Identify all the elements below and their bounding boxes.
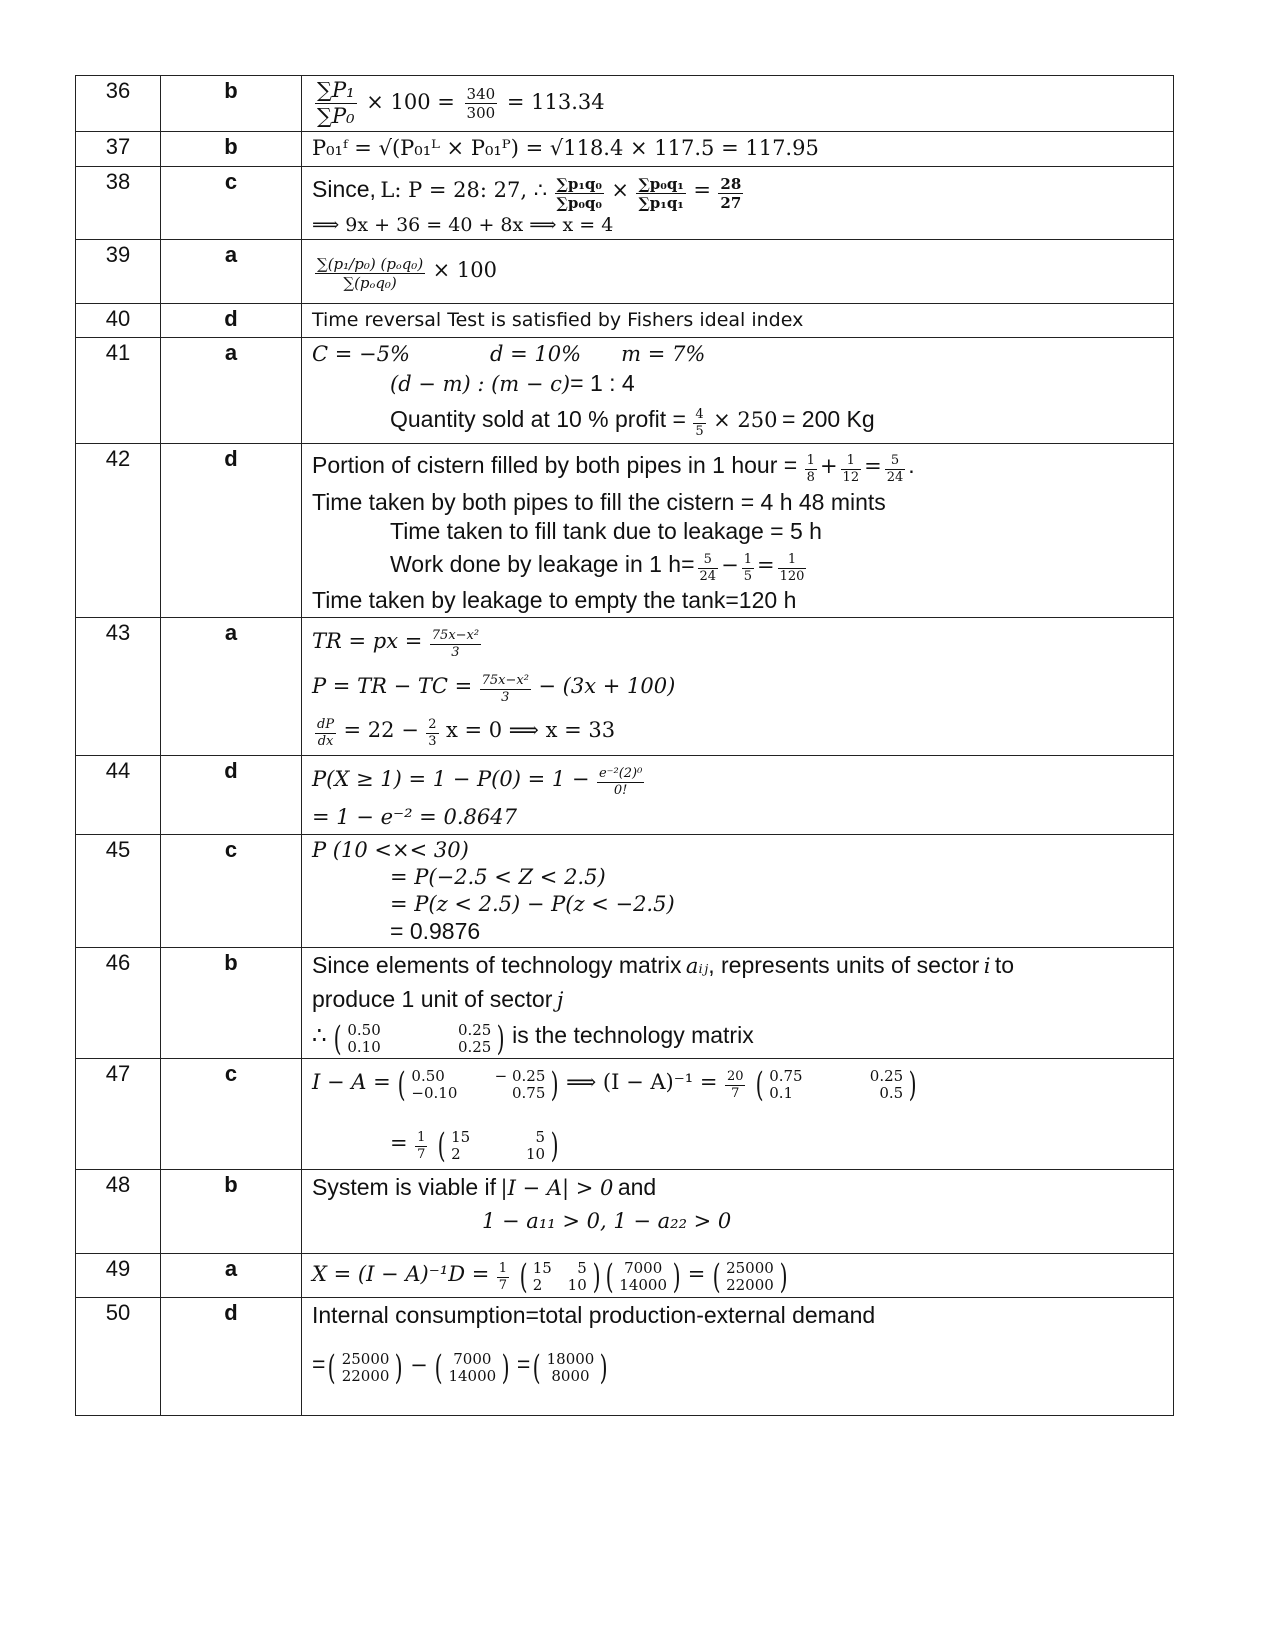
- question-number: 37: [76, 132, 161, 167]
- solution-cell: P(X ≥ 1) = 1 − P(0) = 1 − $\frac{\text{e⁻²(2)⁰}}{0!}$ = 1 − e⁻² = 0.8647: [302, 756, 1174, 835]
- question-number: 38: [76, 167, 161, 240]
- question-number: 40: [76, 304, 161, 338]
- question-number: 39: [76, 240, 161, 304]
- answer-option: a: [161, 240, 302, 304]
- solution-cell: Time reversal Test is satisfied by Fishers ideal index: [302, 304, 1174, 338]
- table-row: [76, 444, 1174, 618]
- solution-cell: System is viable if |I − A| > 0 and 1 − a₁₁ > 0, 1 − a₂₂ > 0: [302, 1170, 1174, 1254]
- answer-option: d: [161, 756, 302, 835]
- answer-option: b: [161, 76, 302, 132]
- question-number: 47: [76, 1059, 161, 1170]
- question-number: 42: [76, 444, 161, 618]
- answer-key-table: [75, 75, 1174, 1416]
- answer-option: b: [161, 1170, 302, 1254]
- table-row: [76, 1170, 1174, 1254]
- answer-option: c: [161, 167, 302, 240]
- table-row: [76, 756, 1174, 835]
- question-number: 48: [76, 1170, 161, 1254]
- solution-cell: $\frac{\text{∑P₁}}{\text{∑P₀}}$ × 100 = $\frac{340}{300}$ = 113.34: [302, 76, 1174, 132]
- question-number: 45: [76, 835, 161, 948]
- question-number: 46: [76, 948, 161, 1059]
- answer-option: d: [161, 444, 302, 618]
- solution-cell: Since elements of technology matrix aᵢⱼ, represents units of sector i to produce 1 unit of sector j ∴ ( 0.50 0.25 0.10 0.25 ) is the technology matrix: [302, 948, 1174, 1059]
- question-number: 44: [76, 756, 161, 835]
- table-row: [76, 304, 1174, 338]
- answer-option: c: [161, 835, 302, 948]
- table-row: [76, 76, 1174, 132]
- question-number: 49: [76, 1254, 161, 1298]
- solution-cell: X = (I − A)⁻¹D = $\frac{1}{7}$ ( 15 5 2 10 ) ( 7000 14000 ) = ( 25000 22000 ): [302, 1254, 1174, 1298]
- solution-cell: Since, L: P = 28: 27, ∴ $\frac{\text{∑p₁q₀}}{\text{∑p₀q₀}}$ × $\frac{\text{∑p₀q₁}}{\text{∑p₁q₁}}$ = $\frac{28}{27}$ ⟹ 9x + 36 = 40 + 8x ⟹ x = 4: [302, 167, 1174, 240]
- solution-cell: I − A = ( 0.50 − 0.25 −0.10 0.75 ) ⟹ (I − A)⁻¹ = $\frac{20}{7}$ ( 0.75 0.25 0.1 0.5 ) = $\frac{1}{7}$ ( 15 5 2 10 ): [302, 1059, 1174, 1170]
- formula: P₀₁ᶠ = √(P₀₁ᴸ × P₀₁ᴾ) = √118.4 × 117.5 = 117.95: [312, 136, 819, 161]
- question-number: 36: [76, 76, 161, 132]
- solution-cell: P (10 <×< 30) = P(−2.5 < Z < 2.5) = P(z < 2.5) − P(z < −2.5) = 0.9876: [302, 835, 1174, 948]
- table-row: [76, 240, 1174, 304]
- table-row: [76, 948, 1174, 1059]
- answer-option: d: [161, 304, 302, 338]
- question-number: 50: [76, 1298, 161, 1416]
- solution-cell: Portion of cistern filled by both pipes in 1 hour = $\frac{1}{8}$ + $\frac{1}{12}$ = $\frac{5}{24}$ . Time taken by both pipes to fill the cistern = 4 h 48 mints Time taken to fill tank due to leakage = 5 h Work done by leakage in 1 h= $\frac{5}{24}$ − $\frac{1}{5}$ = $\frac{1}{120}$ Time taken by leakage to empty the tank=120 h: [302, 444, 1174, 618]
- answer-option: a: [161, 1254, 302, 1298]
- solution-cell: [302, 132, 1174, 167]
- table-row: [76, 618, 1174, 756]
- answer-option: c: [161, 1059, 302, 1170]
- table-row: [76, 1059, 1174, 1170]
- solution-cell: TR = px = $\frac{\text{75x−x²}}{3}$ P = TR − TC = $\frac{\text{75x−x²}}{3}$ − (3x + 100) $\frac{dP}{dx}$ = 22 − $\frac{2}{3}$ x = 0 ⟹ x = 33: [302, 618, 1174, 756]
- question-number: 41: [76, 338, 161, 444]
- question-number: 43: [76, 618, 161, 756]
- answer-option: a: [161, 338, 302, 444]
- table-row: [76, 338, 1174, 444]
- answer-option: b: [161, 948, 302, 1059]
- answer-option: a: [161, 618, 302, 756]
- table-row: [76, 167, 1174, 240]
- answer-option: b: [161, 132, 302, 167]
- solution-cell: $\frac{\text{∑(p₁/p₀) (pₒq₀)}}{\text{∑(pₒq₀)}}$ × 100: [302, 240, 1174, 304]
- table-row: [76, 835, 1174, 948]
- table-row: [76, 1254, 1174, 1298]
- solution-cell: Internal consumption=total production-external demand =( 25000 22000 ) − ( 7000 14000 ) =( 18000 8000 ): [302, 1298, 1174, 1416]
- solution-cell: C = −5% d = 10% m = 7% (d − m) : (m − c)= 1 : 4 Quantity sold at 10 % profit = $\frac{4}{5}$ × 250 = 200 Kg: [302, 338, 1174, 444]
- table-row: [76, 1298, 1174, 1416]
- answer-option: d: [161, 1298, 302, 1416]
- table-row: [76, 132, 1174, 167]
